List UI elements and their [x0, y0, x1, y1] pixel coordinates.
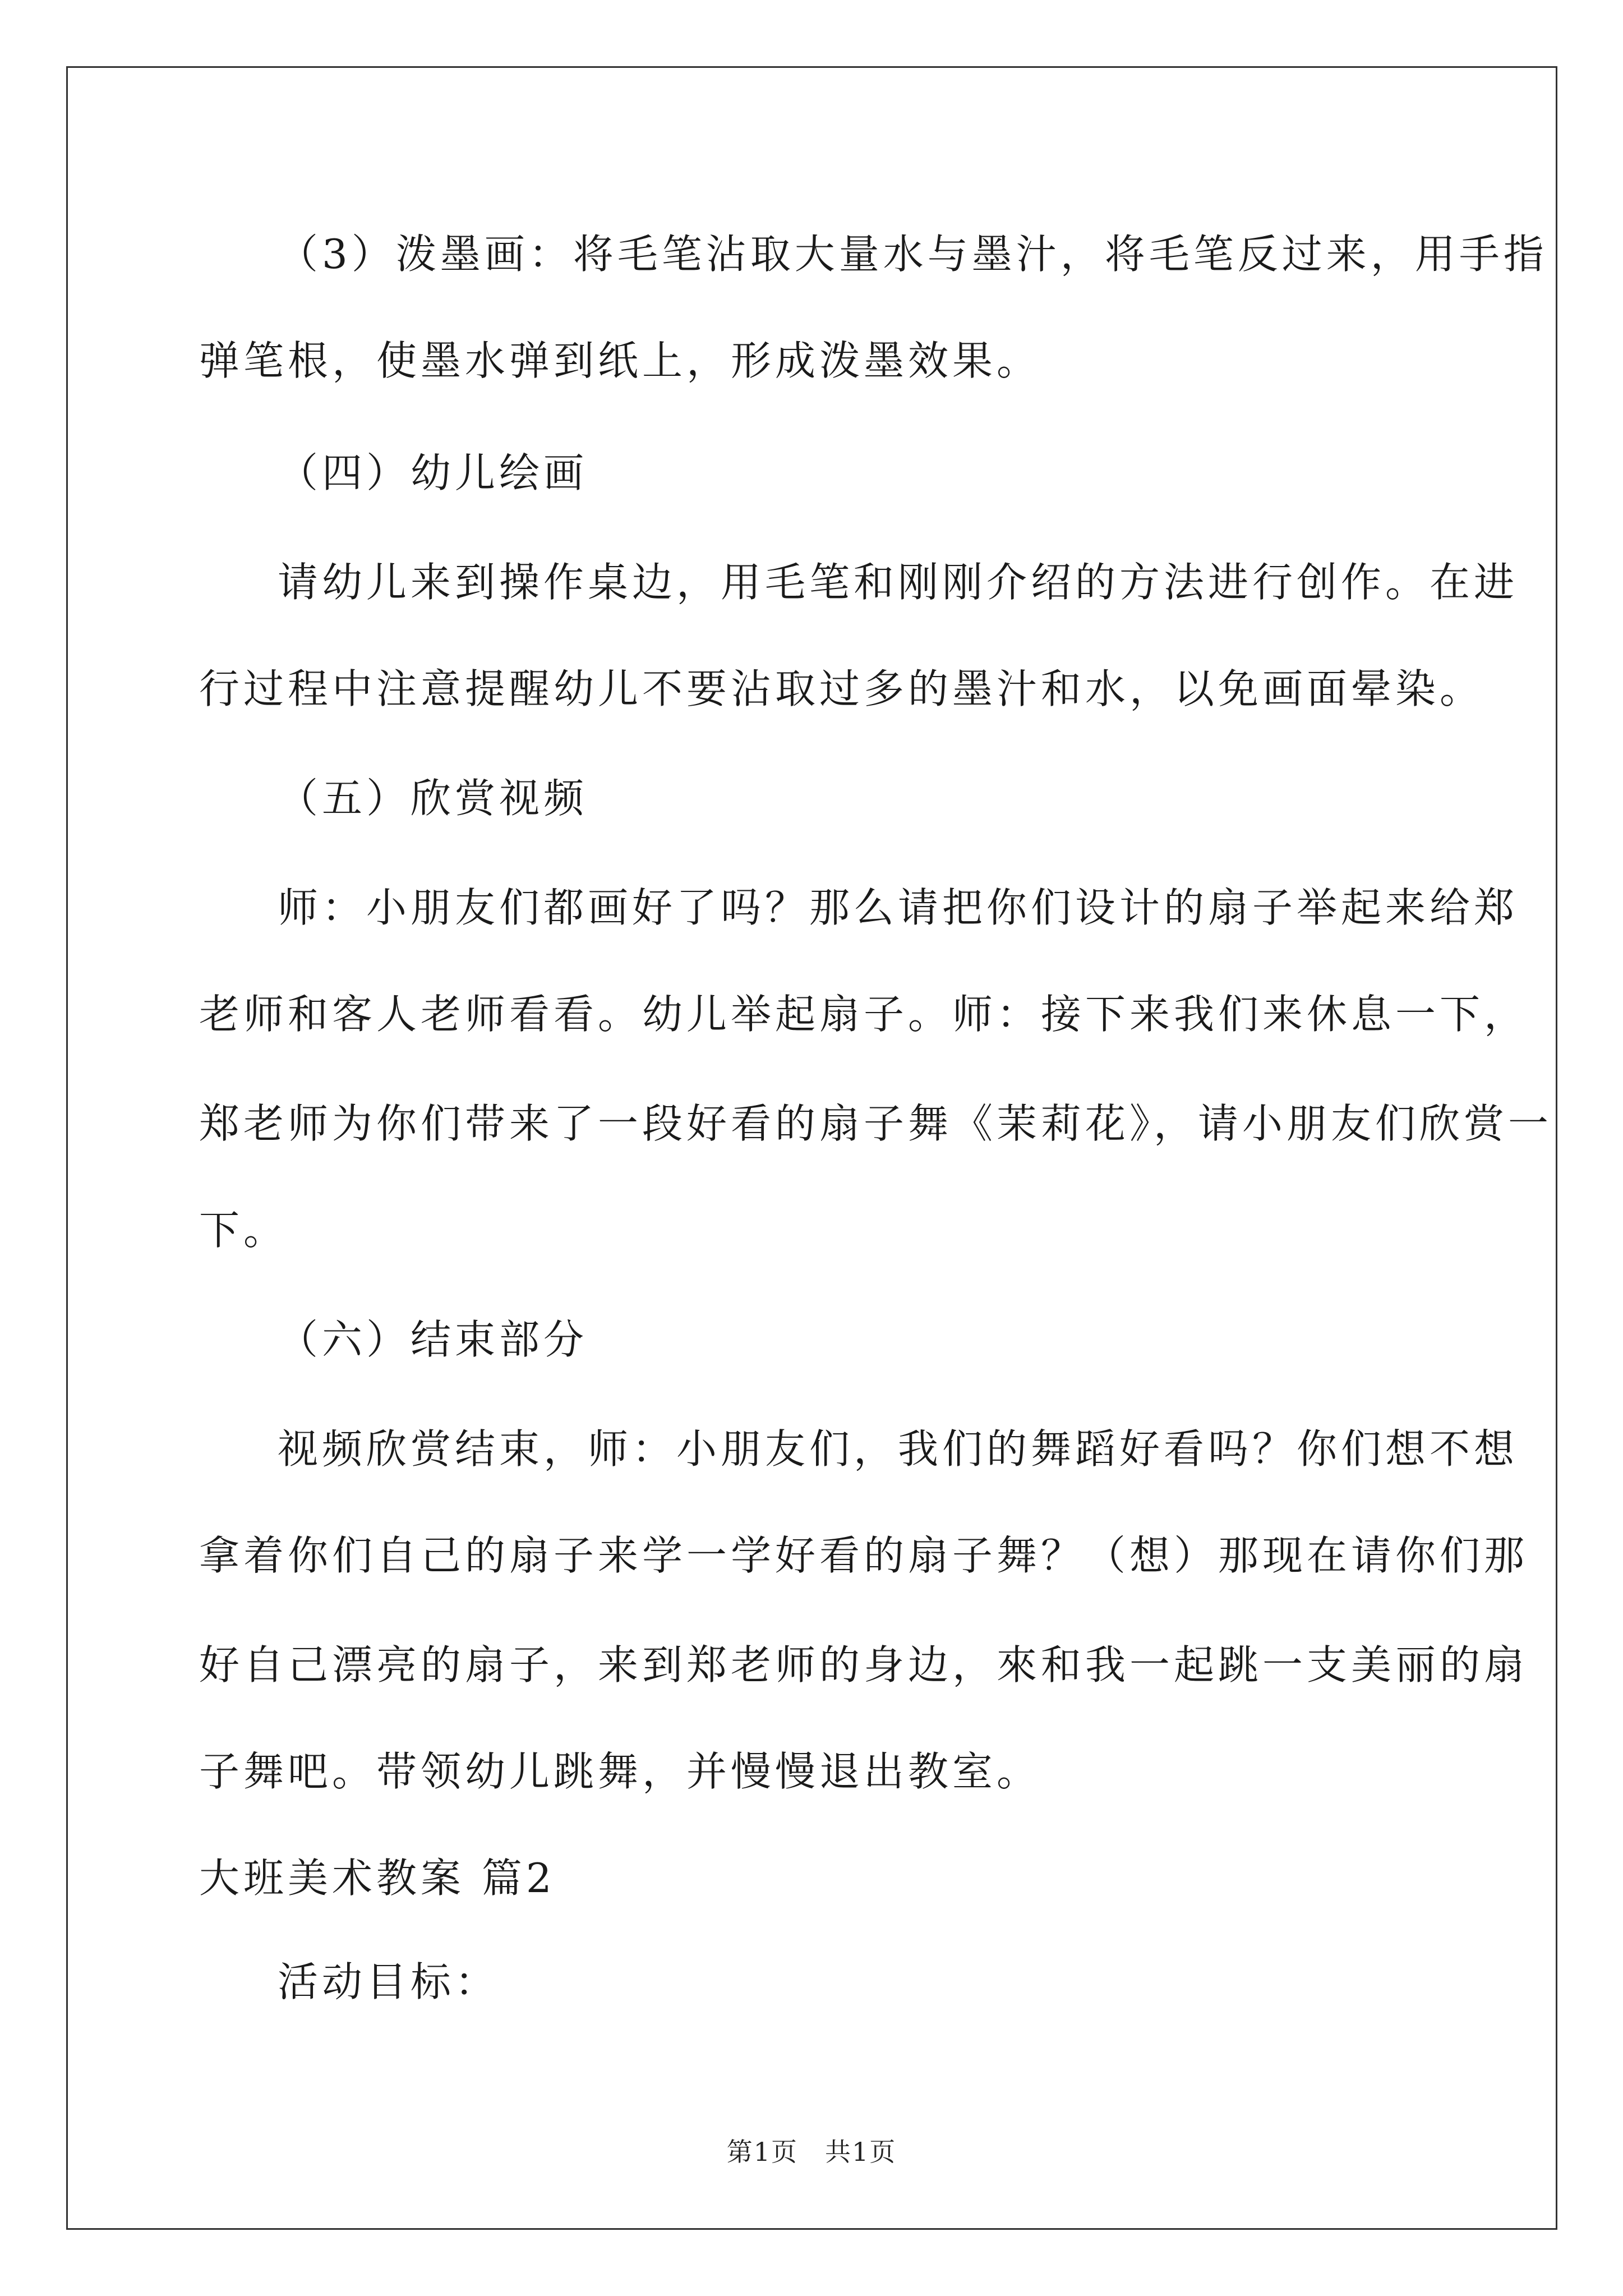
- text-line: 好自己漂亮的扇子，来到郑老师的身边，來和我一起跳一支美丽的扇: [199, 1641, 1529, 1688]
- text-line: 拿着你们自己的扇子来学一学好看的扇子舞？（想）那现在请你们那: [199, 1532, 1529, 1579]
- text-line: 老师和客人老师看看。幼儿举起扇子。师：接下来我们来休息一下，: [199, 991, 1529, 1038]
- section-heading: （六）结束部分: [278, 1316, 588, 1363]
- text-line: 郑老师为你们带来了一段好看的扇子舞《茉莉花》，请小朋友们欣赏一: [199, 1100, 1553, 1147]
- text-line: （3）泼墨画：将毛笔沾取大量水与墨汁，将毛笔反过来，用手指: [278, 231, 1548, 278]
- section-heading: （四）幼儿绘画: [278, 449, 588, 496]
- text-line: 师：小朋友们都画好了吗？那么请把你们设计的扇子举起来给郑: [278, 884, 1519, 931]
- section-heading: 活动目标：: [278, 1958, 500, 2005]
- text-line: 弹笔根，使墨水弹到纸上，形成泼墨效果。: [199, 337, 1041, 384]
- text-line: 视频欣赏结束，师：小朋友们，我们的舞蹈好看吗？你们想不想: [278, 1425, 1519, 1473]
- text-line: 下。: [199, 1207, 288, 1254]
- text-line: 请幼儿来到操作桌边，用毛笔和刚刚介绍的方法进行创作。在进: [278, 559, 1519, 606]
- article-title: 大班美术教案 篇2: [199, 1855, 556, 1902]
- text-line: 行过程中注意提醒幼儿不要沾取过多的墨汁和水，以免画面晕染。: [199, 665, 1484, 712]
- section-heading: （五）欣赏视频: [278, 775, 588, 822]
- text-line: 子舞吧。带领幼儿跳舞，并慢慢退出教室。: [199, 1748, 1041, 1795]
- page-number: 第1页 共1页: [726, 2137, 897, 2167]
